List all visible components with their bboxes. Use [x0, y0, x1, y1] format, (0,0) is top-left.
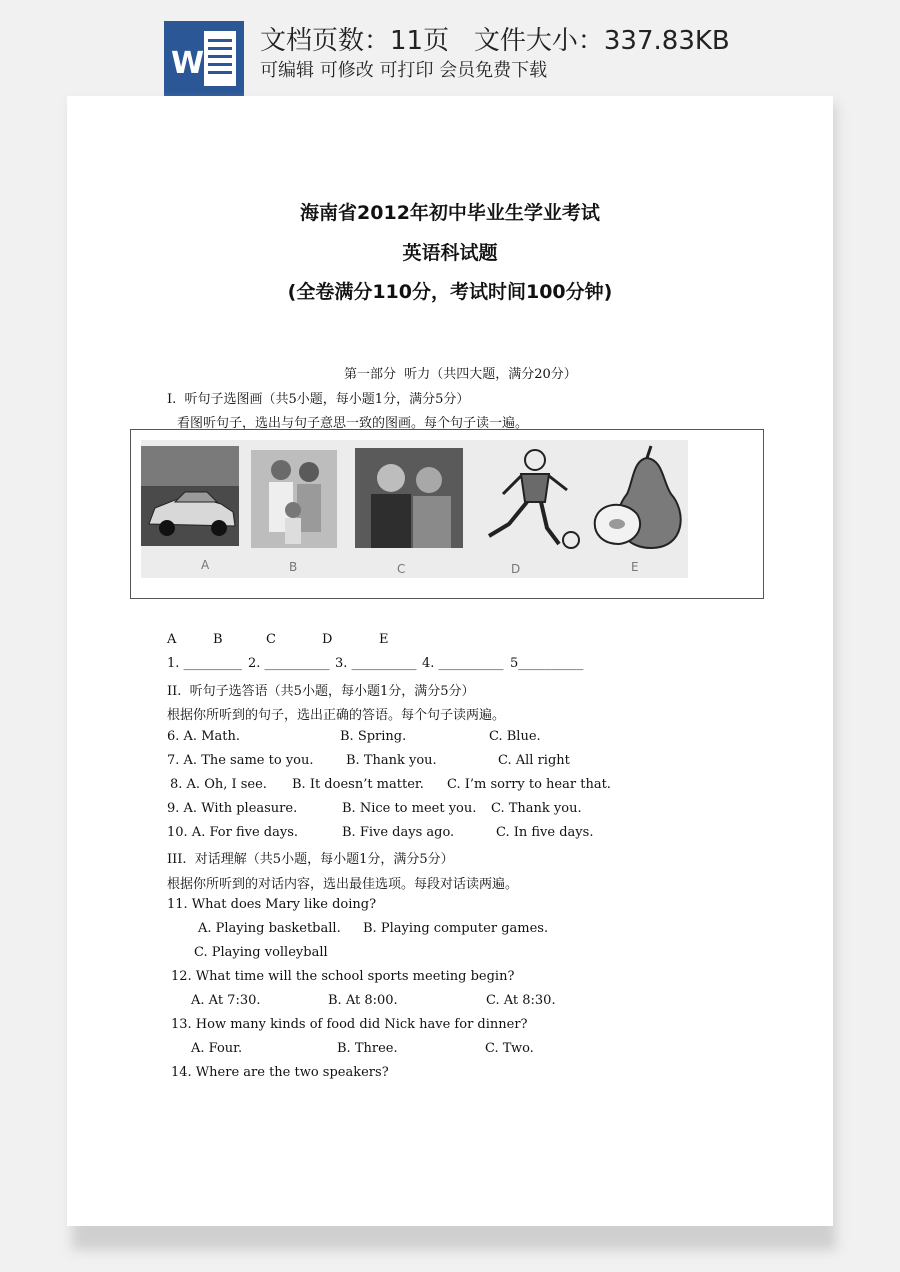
- answer-blank-3: 3. __________: [335, 656, 417, 671]
- answer-blank-5: 5__________: [510, 656, 584, 671]
- exam-page: [67, 96, 833, 1226]
- section1-heading: I. 听句子选图画（共5小题，每小题1分，满分5分）: [167, 392, 470, 407]
- picture-strip: [141, 440, 688, 578]
- picture-label-c: C: [397, 562, 406, 576]
- q6-option-a: 6. A. Math.: [167, 729, 240, 744]
- pear-picture: [589, 442, 687, 552]
- label-c: C: [266, 632, 276, 647]
- q12-option-b: B. At 8:00.: [328, 993, 398, 1008]
- q7-option-c: C. All right: [498, 753, 570, 768]
- feature-list: 可编辑 可修改 可打印 会员免费下载: [260, 60, 548, 81]
- file-info: [260, 20, 730, 57]
- q11-option-b: B. Playing computer games.: [363, 921, 549, 936]
- part1-heading: 第一部分 听力（共四大题，满分20分）: [344, 367, 577, 382]
- answer-blank-1: 1. _________: [167, 656, 243, 671]
- q8-option-a: 8. A. Oh, I see.: [170, 777, 267, 792]
- q13-stem: 13. How many kinds of food did Nick have for dinner?: [171, 1017, 528, 1032]
- family-picture: [251, 450, 337, 548]
- section1-instruction: 看图听句子，选出与句子意思一致的图画。每个句子读一遍。: [177, 416, 529, 431]
- football-player-picture: [475, 444, 583, 552]
- q11-option-c: C. Playing volleyball: [194, 945, 328, 960]
- label-b: B: [213, 632, 223, 647]
- old-couple-picture: [355, 448, 463, 548]
- q9-option-c: C. Thank you.: [491, 801, 582, 816]
- word-icon-letter: W: [171, 46, 205, 81]
- picture-label-b: B: [289, 560, 298, 574]
- q10-option-c: C. In five days.: [496, 825, 594, 840]
- picture-label-e: E: [631, 560, 639, 574]
- section2-instruction: 根据你所听到的句子，选出正确的答语。每个句子读两遍。: [167, 708, 506, 723]
- q7-option-a: 7. A. The same to you.: [167, 753, 314, 768]
- download-banner: [0, 0, 900, 100]
- q13-option-b: B. Three.: [337, 1041, 398, 1056]
- q10-option-b: B. Five days ago.: [342, 825, 455, 840]
- label-e: E: [379, 632, 389, 647]
- picture-frame: [130, 429, 764, 599]
- q12-option-a: A. At 7:30.: [191, 993, 261, 1008]
- section3-instruction: 根据你所听到的对话内容，选出最佳选项。每段对话读两遍。: [167, 877, 519, 892]
- q6-option-b: B. Spring.: [340, 729, 407, 744]
- picture-label-a: A: [201, 558, 210, 572]
- answer-blank-4: 4. __________: [422, 656, 504, 671]
- section2-heading: II. 听句子选答语（共5小题，每小题1分，满分5分）: [167, 684, 475, 699]
- picture-label-d: D: [511, 562, 521, 576]
- page-count: 文档页数：11页: [260, 26, 450, 56]
- label-d: D: [322, 632, 333, 647]
- exam-title: 海南省2012年初中毕业生学业考试: [300, 202, 600, 224]
- q12-option-c: C. At 8:30.: [486, 993, 556, 1008]
- q7-option-b: B. Thank you.: [346, 753, 437, 768]
- q9-option-b: B. Nice to meet you.: [342, 801, 477, 816]
- q11-stem: 11. What does Mary like doing?: [167, 897, 377, 912]
- q13-option-c: C. Two.: [485, 1041, 534, 1056]
- exam-score-time: (全卷满分110分，考试时间100分钟): [287, 281, 613, 303]
- q11-option-a: A. Playing basketball.: [198, 921, 341, 936]
- q9-option-a: 9. A. With pleasure.: [167, 801, 298, 816]
- label-a: A: [167, 632, 177, 647]
- q8-option-c: C. I’m sorry to hear that.: [447, 777, 611, 792]
- q14-stem: 14. Where are the two speakers?: [171, 1065, 389, 1080]
- car-picture: [141, 446, 239, 546]
- word-document-icon: [164, 21, 244, 96]
- exam-subject: 英语科试题: [402, 242, 498, 264]
- q13-option-a: A. Four.: [191, 1041, 243, 1056]
- answer-blank-2: 2. __________: [248, 656, 330, 671]
- q6-option-c: C. Blue.: [489, 729, 541, 744]
- section3-heading: III. 对话理解（共5小题，每小题1分，满分5分）: [167, 852, 454, 867]
- file-size: 文件大小：337.83KB: [473, 26, 730, 56]
- q8-option-b: B. It doesn’t matter.: [292, 777, 424, 792]
- q10-option-a: 10. A. For five days.: [167, 825, 299, 840]
- q12-stem: 12. What time will the school sports meeting begin?: [171, 969, 515, 984]
